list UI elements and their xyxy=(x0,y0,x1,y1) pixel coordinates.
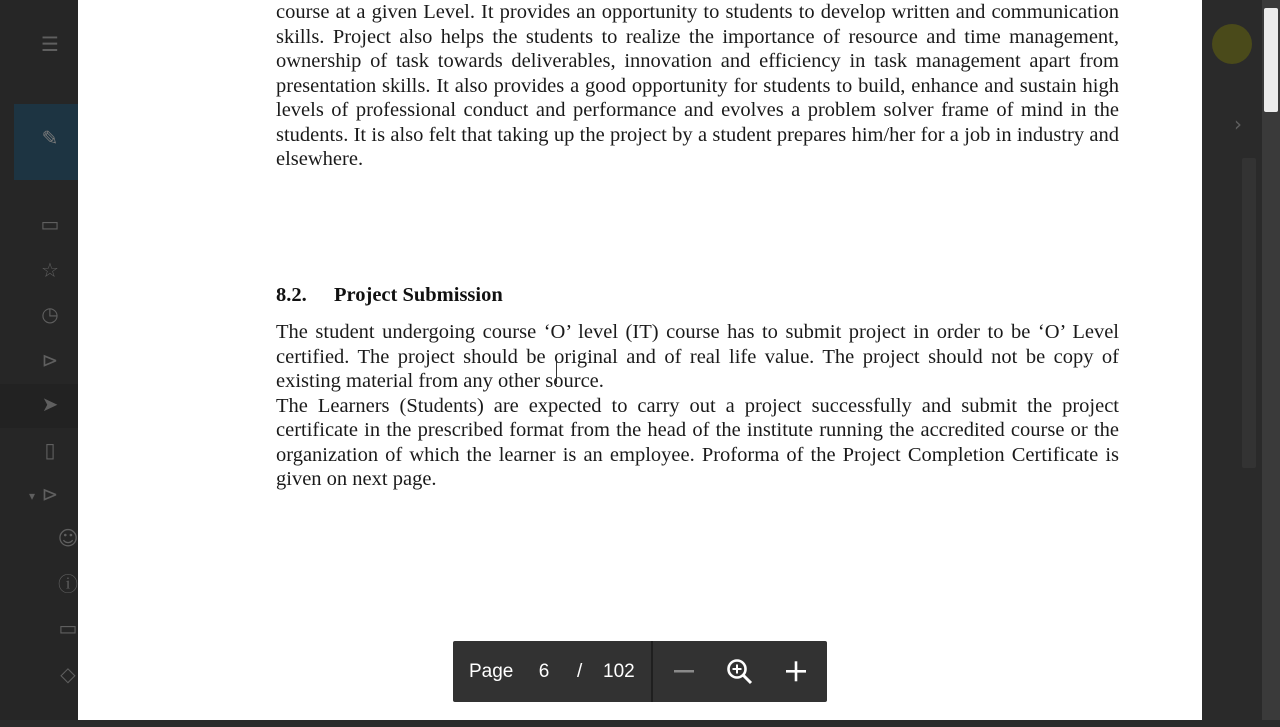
inbox-icon: ▭ xyxy=(40,212,60,236)
caret-down-icon: ▾ xyxy=(28,489,36,503)
label-icon: ⊳ xyxy=(41,482,59,506)
page-label: Page xyxy=(469,661,514,682)
star-icon: ☆ xyxy=(41,258,59,282)
total-pages: 102 xyxy=(603,661,635,682)
page-toolbar xyxy=(453,641,827,702)
people-icon: ☺ xyxy=(57,526,79,550)
zoom-out-button[interactable] xyxy=(665,641,703,702)
label-important-icon: ⊳ xyxy=(41,348,59,372)
current-page-input[interactable]: 6 xyxy=(538,661,550,682)
info-icon: ⓘ xyxy=(58,572,78,596)
viewer-scroll-thumb[interactable] xyxy=(1264,8,1278,112)
forum-icon: ▭ xyxy=(58,616,78,640)
section-number: 8.2. xyxy=(276,284,307,306)
section-title: Project Submission xyxy=(334,284,503,306)
background-scrollbar xyxy=(1242,158,1256,468)
toolbar-divider xyxy=(651,641,653,702)
intro-paragraph-text: course at a given Level. It provides an opportunity to students to develop written and communication skills. Project also helps the students to realize the importance of resource and time management, ownership of task towards deliverables, innovation and efficiency in task management apart from presentation skills. It also provides a good opportunity for students to build, enhance and sustain high levels of professional conduct and performance and evolves a problem solver frame of mind in the students. It is also felt that taking up the project by a student prepares him/her for a job in industry and elsewhere. xyxy=(276,1,1119,170)
plus-icon xyxy=(784,641,808,702)
send-icon: ➤ xyxy=(41,392,59,416)
section-paragraph-2: The Learners (Students) are expected to carry out a project successfully and submit the project certificate in the prescribed format from the head of the institute running the accredited course or the organization of which the learner is an employee. Proforma of the Project Completion Certificate is given on next page. xyxy=(276,394,1119,490)
chevron-right-icon: › xyxy=(1234,112,1242,136)
avatar xyxy=(1212,24,1252,64)
minus-icon xyxy=(672,641,696,702)
zoom-icon xyxy=(725,641,755,702)
intro-paragraph xyxy=(276,0,1119,172)
tag-icon: ◇ xyxy=(60,662,76,686)
text-cursor xyxy=(556,362,559,384)
fit-zoom-button[interactable] xyxy=(721,641,759,702)
pdf-page xyxy=(78,0,1202,720)
page-separator: / xyxy=(577,661,583,682)
zoom-in-button[interactable] xyxy=(777,641,815,702)
file-icon: ▯ xyxy=(44,438,56,462)
menu-icon: ☰ xyxy=(41,32,59,56)
clock-icon: ◷ xyxy=(41,302,59,326)
section-heading xyxy=(276,284,503,307)
pencil-icon: ✎ xyxy=(41,126,59,150)
section-body xyxy=(276,320,1119,492)
section-paragraph-1: The student undergoing course ‘O’ level (IT) course has to submit project in order to be ‘O’ Level certified. The project should be original and of real life value. The project should not be copy of existing material from any other source. xyxy=(276,321,1119,392)
